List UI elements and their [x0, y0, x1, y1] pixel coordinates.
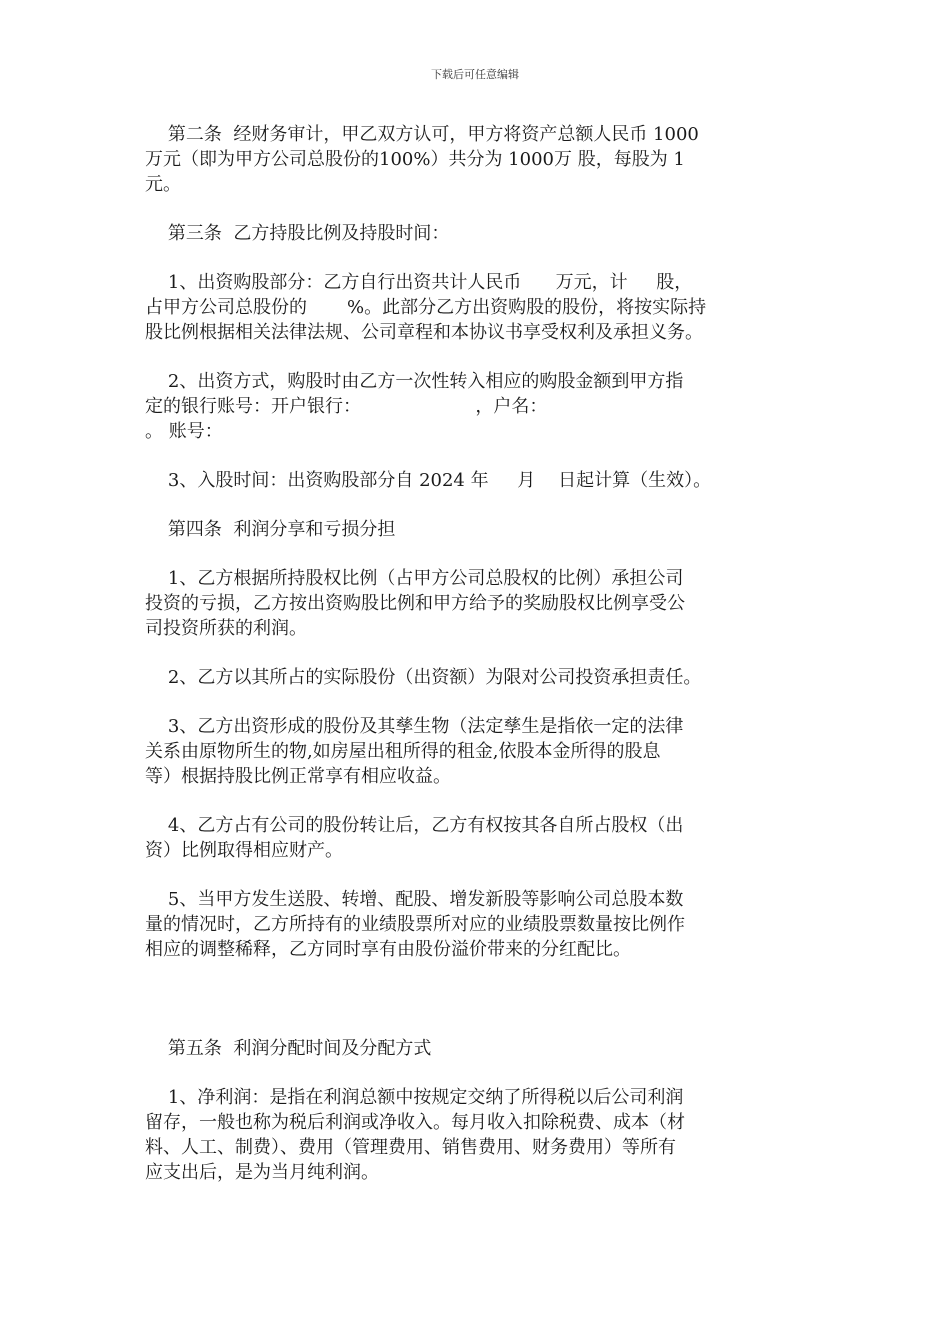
paragraph-line: 料、人工、制费）、费用（管理费用、销售费用、财务费用）等所有: [145, 1137, 676, 1158]
clause-paragraph: [145, 887, 815, 962]
clause-paragraph: [145, 369, 815, 444]
clause-paragraph: [145, 714, 815, 789]
paragraph-line: 。 账号：: [145, 421, 223, 442]
clause-paragraph: [145, 270, 815, 345]
paragraph-line: 4、乙方占有公司的股份转让后，乙方有权按其各自所占股权（出: [145, 815, 684, 836]
paragraph-line: 量的情况时，乙方所持有的业绩股票所对应的业绩股票数量按比例作: [145, 914, 685, 935]
paragraph-line: 定的银行账号：开户银行： ，户名：: [145, 396, 548, 417]
paragraph-line: 留存，一般也称为税后利润或净收入。每月收入扣除税费、成本（材: [145, 1112, 685, 1133]
paragraph-line: 3、乙方出资形成的股份及其孳生物（法定孳生是指依一定的法律: [145, 716, 684, 737]
clause-paragraph: [145, 813, 815, 863]
paragraph-line: 2、乙方以其所占的实际股份（出资额）为限对公司投资承担责任。: [145, 667, 702, 688]
paragraph-line: 等）根据持股比例正常享有相应收益。: [145, 766, 451, 787]
paragraph-line: 相应的调整稀释，乙方同时享有由股份溢价带来的分红配比。: [145, 939, 631, 960]
clause-paragraph: [145, 122, 815, 197]
paragraph-line: 1、出资购股部分：乙方自行出资共计人民币 万元，计 股，: [145, 272, 693, 293]
paragraph-line: 2、出资方式，购股时由乙方一次性转入相应的购股金额到甲方指: [145, 371, 684, 392]
clause-paragraph: [145, 221, 815, 246]
clause-paragraph: [145, 566, 815, 641]
paragraph-line: 元。: [145, 174, 181, 195]
clause-paragraph: [145, 1085, 815, 1185]
paragraph-line: 第四条 利润分享和亏损分担: [145, 519, 396, 540]
paragraph-line: 应支出后，是为当月纯利润。: [145, 1162, 379, 1183]
paragraph-line: 股比例根据相关法律法规、公司章程和本协议书享受权利及承担义务。: [145, 322, 703, 343]
paragraph-line: 1、乙方根据所持股权比例（占甲方公司总股权的比例）承担公司: [145, 568, 684, 589]
paragraph-line: 第三条 乙方持股比例及持股时间：: [145, 223, 450, 244]
section-gap: [145, 986, 815, 1036]
article-group-2-4: [145, 122, 815, 962]
paragraph-line: 万元（即为甲方公司总股份的100%）共分为 1000万 股，每股为 1: [145, 149, 685, 170]
paragraph-line: 5、当甲方发生送股、转增、配股、增发新股等影响公司总股本数: [145, 889, 684, 910]
document-body: [145, 122, 815, 1209]
paragraph-line: 关系由原物所生的物,如房屋出租所得的租金,依股本金所得的股息: [145, 741, 661, 762]
clause-paragraph: [145, 665, 815, 690]
clause-paragraph: [145, 517, 815, 542]
clause-paragraph: [145, 1036, 815, 1061]
paragraph-line: 投资的亏损，乙方按出资购股比例和甲方给予的奖励股权比例享受公: [145, 593, 685, 614]
paragraph-line: 第五条 利润分配时间及分配方式: [145, 1038, 432, 1059]
paragraph-line: 3、入股时间：出资购股部分自 2024 年 月 日起计算（生效）。: [145, 470, 712, 491]
paragraph-line: 占甲方公司总股份的 %。此部分乙方出资购股的股份，将按实际持: [145, 297, 707, 318]
paragraph-line: 1、净利润：是指在利润总额中按规定交纳了所得税以后公司利润: [145, 1087, 684, 1108]
paragraph-line: 第二条 经财务审计，甲乙双方认可，甲方将资产总额人民币 1000: [145, 124, 699, 145]
clause-paragraph: [145, 468, 815, 493]
paragraph-line: 司投资所获的利润。: [145, 618, 307, 639]
article-group-5: [145, 1036, 815, 1185]
paragraph-line: 资）比例取得相应财产。: [145, 840, 343, 861]
header-note: 下载后可任意编辑: [431, 68, 519, 81]
